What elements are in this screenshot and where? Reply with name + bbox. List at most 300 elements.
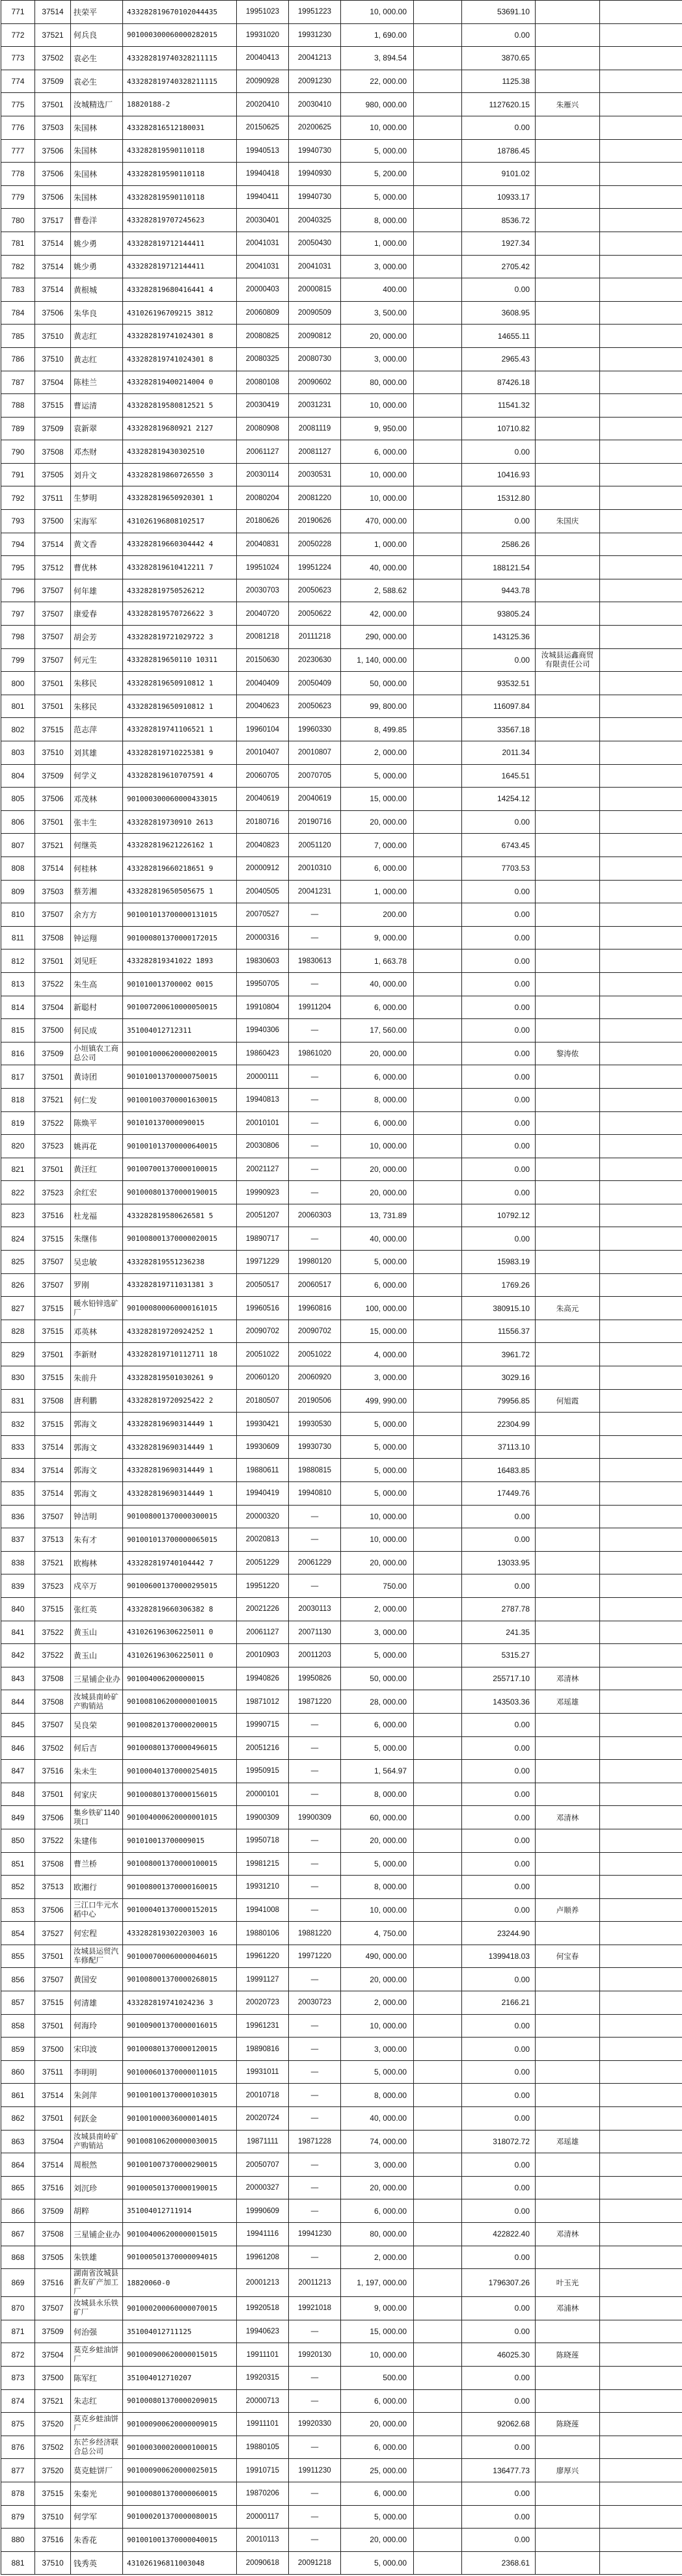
extra-field (414, 2529, 462, 2552)
balance: 0.00 (462, 1968, 536, 1991)
extra-field (414, 1227, 462, 1251)
end-date: 20051022 (289, 1343, 341, 1366)
extra-field (414, 255, 462, 278)
table-row (1, 2060, 682, 2084)
row-number: 778 (1, 163, 35, 186)
end-date: — (289, 2084, 341, 2107)
branch-code: 37515 (35, 2482, 71, 2505)
end-date: — (289, 1505, 341, 1528)
end-date: 20051120 (289, 834, 341, 857)
note (536, 2320, 600, 2343)
blank-cell (600, 1876, 682, 1899)
balance: 93532.51 (462, 672, 536, 695)
branch-code: 37503 (35, 116, 71, 139)
start-date: 19940513 (237, 139, 289, 163)
loan-amount: 10, 000.00 (341, 2014, 414, 2038)
start-date: 20051229 (237, 1551, 289, 1574)
blank-cell (600, 1551, 682, 1574)
blank-cell (600, 2038, 682, 2061)
branch-code: 37515 (35, 1366, 71, 1390)
start-date: 20010113 (237, 2529, 289, 2552)
loan-amount: 470, 000.00 (341, 510, 414, 533)
borrower-name: 朱剑萍 (71, 2084, 123, 2107)
id-number: 901007001370000100015 (123, 1158, 237, 1181)
loan-amount: 50, 000.00 (341, 1667, 414, 1690)
note (536, 834, 600, 857)
extra-field (414, 1019, 462, 1042)
blank-cell (600, 1922, 682, 1945)
borrower-name: 钱秀英 (71, 2551, 123, 2575)
note (536, 1597, 600, 1621)
borrower-name: 吴忠敏 (71, 1251, 123, 1274)
loan-amount: 1, 663.78 (341, 949, 414, 973)
row-number: 803 (1, 741, 35, 765)
balance: 241.35 (462, 1621, 536, 1644)
id-number: 433282819712144411 (123, 255, 237, 278)
table-row (1, 463, 682, 486)
branch-code: 37509 (35, 70, 71, 93)
loan-amount: 13, 731.89 (341, 1204, 414, 1227)
start-date: 19960516 (237, 1297, 289, 1320)
id-number: 433282819740104442 7 (123, 1551, 237, 1574)
id-number: 433282819610412211 7 (123, 556, 237, 579)
balance: 0.00 (462, 648, 536, 672)
note (536, 926, 600, 949)
balance: 22304.99 (462, 1413, 536, 1436)
id-number: 433282819690314449 1 (123, 1413, 237, 1436)
end-date: 19951224 (289, 556, 341, 579)
borrower-name: 暖水铅锌选矿厂 (71, 1297, 123, 1320)
blank-cell (600, 1829, 682, 1852)
borrower-name: 汝城精选厂 (71, 93, 123, 116)
extra-field (414, 325, 462, 348)
blank-cell (600, 1366, 682, 1390)
table-row (1, 1019, 682, 1042)
borrower-name: 朱继伟 (71, 1227, 123, 1251)
id-number: 433282819670102044435 (123, 1, 237, 24)
balance: 0.00 (462, 2366, 536, 2389)
blank-cell (600, 1435, 682, 1459)
blank-cell (600, 1227, 682, 1251)
blank-cell (600, 903, 682, 927)
branch-code: 37504 (35, 2343, 71, 2367)
table-row (1, 2366, 682, 2389)
start-date: 19940813 (237, 1088, 289, 1111)
extra-field (414, 47, 462, 70)
borrower-name: 陈桂兰 (71, 371, 123, 394)
borrower-name: 朱有才 (71, 1528, 123, 1552)
blank-cell (600, 325, 682, 348)
branch-code: 37520 (35, 2413, 71, 2436)
balance: 0.00 (462, 2482, 536, 2505)
borrower-name: 钟运翔 (71, 926, 123, 949)
blank-cell (600, 2482, 682, 2505)
start-date: 19871111 (237, 2130, 289, 2153)
balance: 2705.42 (462, 255, 536, 278)
blank-cell (600, 996, 682, 1019)
extra-field (414, 2199, 462, 2223)
balance: 9443.78 (462, 579, 536, 602)
extra-field (414, 1806, 462, 1829)
note (536, 602, 600, 626)
branch-code: 37514 (35, 1459, 71, 1482)
end-date: — (289, 1019, 341, 1042)
id-number: 901000800060000161015 (123, 1297, 237, 1320)
end-date: 20190716 (289, 810, 341, 834)
balance: 10792.12 (462, 1204, 536, 1227)
start-date: 20180507 (237, 1389, 289, 1413)
loan-amount: 6, 000.00 (341, 996, 414, 1019)
branch-code: 37510 (35, 2505, 71, 2529)
start-date: 19941116 (237, 2223, 289, 2246)
id-number: 18820188-2 (123, 93, 237, 116)
blank-cell (600, 1065, 682, 1089)
note (536, 903, 600, 927)
borrower-name: 朱志红 (71, 2389, 123, 2413)
blank-cell (600, 1991, 682, 2015)
balance: 0.00 (462, 1713, 536, 1736)
extra-field (414, 417, 462, 440)
branch-code: 37506 (35, 163, 71, 186)
note (536, 1111, 600, 1135)
loan-amount: 74, 000.00 (341, 2130, 414, 2153)
start-date: 19981215 (237, 1852, 289, 1876)
table-row (1, 1459, 682, 1482)
loan-amount: 8, 000.00 (341, 1088, 414, 1111)
balance: 15983.19 (462, 1251, 536, 1274)
start-date: 20061127 (237, 1621, 289, 1644)
extra-field (414, 2413, 462, 2436)
blank-cell (600, 1597, 682, 1621)
borrower-name: 袁新翠 (71, 417, 123, 440)
table-row (1, 1042, 682, 1065)
balance: 10416.93 (462, 463, 536, 486)
balance: 0.00 (462, 1135, 536, 1158)
balance: 2368.61 (462, 2551, 536, 2575)
blank-cell (600, 1, 682, 24)
end-date: 20071130 (289, 1621, 341, 1644)
branch-code: 37522 (35, 1621, 71, 1644)
branch-code: 37506 (35, 1898, 71, 1922)
row-number: 809 (1, 880, 35, 903)
table-row (1, 1574, 682, 1598)
start-date: 20080908 (237, 417, 289, 440)
end-date: 20030113 (289, 1597, 341, 1621)
borrower-name: 宋海军 (71, 510, 123, 533)
borrower-name: 曹卷洋 (71, 209, 123, 232)
borrower-name: 何跃金 (71, 2107, 123, 2131)
blank-cell (600, 2551, 682, 2575)
balance: 255717.10 (462, 1667, 536, 1690)
table-row (1, 2436, 682, 2459)
row-number: 869 (1, 2269, 35, 2297)
start-date: 20050707 (237, 2153, 289, 2177)
branch-code: 37522 (35, 1111, 71, 1135)
balance: 8536.72 (462, 209, 536, 232)
branch-code: 37527 (35, 1922, 71, 1945)
borrower-name: 黄国安 (71, 1968, 123, 1991)
note (536, 880, 600, 903)
borrower-name: 朱生高 (71, 972, 123, 996)
borrower-name: 欧湘行 (71, 1876, 123, 1899)
start-date: 20000316 (237, 926, 289, 949)
branch-code: 37508 (35, 926, 71, 949)
loan-amount: 6, 000.00 (341, 856, 414, 880)
id-number: 901000700060000046015 (123, 1945, 237, 1968)
loan-amount: 40, 000.00 (341, 1227, 414, 1251)
loan-amount: 5, 000.00 (341, 1459, 414, 1482)
branch-code: 37503 (35, 880, 71, 903)
id-number: 433282819680921 2127 (123, 417, 237, 440)
borrower-name: 何仁发 (71, 1088, 123, 1111)
note (536, 1435, 600, 1459)
extra-field (414, 1551, 462, 1574)
end-date: 20081220 (289, 486, 341, 510)
branch-code: 37520 (35, 2459, 71, 2482)
extra-field (414, 23, 462, 47)
table-row (1, 1991, 682, 2015)
table-row (1, 1135, 682, 1158)
table-row (1, 926, 682, 949)
table-row (1, 996, 682, 1019)
row-number: 854 (1, 1922, 35, 1945)
table-row (1, 2389, 682, 2413)
balance: 0.00 (462, 949, 536, 973)
extra-field (414, 1644, 462, 1667)
extra-field (414, 1852, 462, 1876)
end-date: — (289, 1181, 341, 1204)
end-date: — (289, 1760, 341, 1783)
end-date: 20050228 (289, 533, 341, 556)
id-number: 433282819707245623 (123, 209, 237, 232)
extra-field (414, 2176, 462, 2199)
branch-code: 37504 (35, 371, 71, 394)
extra-field (414, 2366, 462, 2389)
extra-field (414, 810, 462, 834)
balance: 0.00 (462, 1783, 536, 1806)
borrower-name: 邓茂林 (71, 788, 123, 811)
start-date: 19940411 (237, 185, 289, 209)
extra-field (414, 2130, 462, 2153)
row-number: 781 (1, 232, 35, 255)
branch-code: 37514 (35, 1435, 71, 1459)
branch-code: 37521 (35, 2389, 71, 2413)
id-number: 901000900620000009015 (123, 2413, 237, 2436)
table-row (1, 209, 682, 232)
borrower-name: 胡会芳 (71, 626, 123, 649)
note (536, 2084, 600, 2107)
branch-code: 37508 (35, 1389, 71, 1413)
note (536, 626, 600, 649)
note (536, 2366, 600, 2389)
branch-code: 37502 (35, 47, 71, 70)
branch-code: 37514 (35, 278, 71, 302)
id-number: 351004012711125 (123, 2320, 237, 2343)
loan-amount: 20, 000.00 (341, 1181, 414, 1204)
row-number: 833 (1, 1435, 35, 1459)
extra-field (414, 1366, 462, 1390)
start-date: 19990609 (237, 2199, 289, 2223)
extra-field (414, 2343, 462, 2367)
id-number: 433282819570726622 3 (123, 602, 237, 626)
borrower-name: 杜龙福 (71, 1204, 123, 1227)
note (536, 301, 600, 325)
end-date: 20111218 (289, 626, 341, 649)
extra-field (414, 1621, 462, 1644)
extra-field (414, 1760, 462, 1783)
borrower-name: 何兵良 (71, 23, 123, 47)
balance: 422822.40 (462, 2223, 536, 2246)
end-date: 19930530 (289, 1413, 341, 1436)
branch-code: 37508 (35, 1852, 71, 1876)
note (536, 2389, 600, 2413)
end-date: 20041213 (289, 47, 341, 70)
extra-field (414, 278, 462, 302)
note: 朱雁兴 (536, 93, 600, 116)
balance: 0.00 (462, 440, 536, 464)
id-number: 901010137000090015 (123, 1111, 237, 1135)
row-number: 788 (1, 394, 35, 418)
loan-amount: 20, 000.00 (341, 1551, 414, 1574)
start-date: 19890717 (237, 1227, 289, 1251)
start-date: 19880106 (237, 1922, 289, 1945)
row-number: 849 (1, 1806, 35, 1829)
end-date: 20031231 (289, 394, 341, 418)
loan-amount: 40, 000.00 (341, 556, 414, 579)
branch-code: 37523 (35, 1181, 71, 1204)
branch-code: 37506 (35, 185, 71, 209)
balance: 0.00 (462, 2199, 536, 2223)
note (536, 764, 600, 788)
start-date: 20000117 (237, 2505, 289, 2529)
note (536, 2176, 600, 2199)
table-row (1, 1065, 682, 1089)
table-row (1, 1158, 682, 1181)
branch-code: 37514 (35, 2153, 71, 2177)
branch-code: 37509 (35, 1042, 71, 1065)
loan-amount: 17, 560.00 (341, 1019, 414, 1042)
extra-field (414, 834, 462, 857)
table-row (1, 1876, 682, 1899)
balance: 3608.95 (462, 301, 536, 325)
borrower-name: 郭海文 (71, 1482, 123, 1506)
branch-code: 37516 (35, 2176, 71, 2199)
start-date: 20041031 (237, 255, 289, 278)
borrower-name: 范志萍 (71, 718, 123, 741)
extra-field (414, 533, 462, 556)
table-row (1, 1273, 682, 1297)
borrower-name: 陈焕平 (71, 1111, 123, 1135)
blank-cell (600, 579, 682, 602)
balance: 0.00 (462, 1088, 536, 1111)
branch-code: 37514 (35, 533, 71, 556)
note (536, 232, 600, 255)
row-number: 821 (1, 1158, 35, 1181)
extra-field (414, 93, 462, 116)
loan-amount: 2, 000.00 (341, 741, 414, 765)
note (536, 996, 600, 1019)
table-row (1, 347, 682, 371)
end-date: 19871228 (289, 2130, 341, 2153)
row-number: 838 (1, 1551, 35, 1574)
table-row (1, 2343, 682, 2367)
id-number: 901008001370000268015 (123, 1968, 237, 1991)
loan-amount: 20, 000.00 (341, 1968, 414, 1991)
id-number: 433282819590110118 (123, 139, 237, 163)
end-date: 19940810 (289, 1482, 341, 1506)
borrower-name: 朱建伟 (71, 1829, 123, 1852)
branch-code: 37509 (35, 2320, 71, 2343)
start-date: 20010407 (237, 741, 289, 765)
blank-cell (600, 2107, 682, 2131)
row-number: 832 (1, 1413, 35, 1436)
blank-cell (600, 926, 682, 949)
borrower-name: 曹兰桥 (71, 1852, 123, 1876)
row-number: 799 (1, 648, 35, 672)
balance: 2011.34 (462, 741, 536, 765)
loan-amount: 8, 000.00 (341, 209, 414, 232)
blank-cell (600, 834, 682, 857)
blank-cell (600, 1528, 682, 1552)
balance: 93805.24 (462, 602, 536, 626)
loan-amount: 5, 000.00 (341, 185, 414, 209)
id-number: 351004012711914 (123, 2199, 237, 2223)
blank-cell (600, 2084, 682, 2107)
branch-code: 37509 (35, 2199, 71, 2223)
blank-cell (600, 1482, 682, 1506)
balance: 0.00 (462, 510, 536, 533)
branch-code: 37515 (35, 1227, 71, 1251)
blank-cell (600, 788, 682, 811)
loan-amount: 99, 800.00 (341, 695, 414, 718)
id-number: 901006001370000295015 (123, 1574, 237, 1598)
table-row (1, 1251, 682, 1274)
branch-code: 37523 (35, 1574, 71, 1598)
row-number: 830 (1, 1366, 35, 1390)
id-number: 433282819650110 10311 (123, 648, 237, 672)
start-date: 20030703 (237, 579, 289, 602)
row-number: 858 (1, 2014, 35, 2038)
table-row (1, 185, 682, 209)
loan-amount: 290, 000.00 (341, 626, 414, 649)
row-number: 827 (1, 1297, 35, 1320)
blank-cell (600, 347, 682, 371)
start-date: 20040623 (237, 695, 289, 718)
branch-code: 37508 (35, 2223, 71, 2246)
end-date: — (289, 2014, 341, 2038)
table-row (1, 163, 682, 186)
borrower-name: 朱秦光 (71, 2482, 123, 2505)
start-date: 20090618 (237, 2551, 289, 2575)
loan-amount: 6, 000.00 (341, 2482, 414, 2505)
branch-code: 37522 (35, 972, 71, 996)
row-number: 814 (1, 996, 35, 1019)
balance: 1645.51 (462, 764, 536, 788)
id-number: 901004006200000015 (123, 1667, 237, 1690)
extra-field (414, 2107, 462, 2131)
balance: 0.00 (462, 1042, 536, 1065)
blank-cell (600, 1297, 682, 1320)
balance: 0.00 (462, 972, 536, 996)
borrower-name: 莫克蛙饼厂 (71, 2459, 123, 2482)
start-date: 20010903 (237, 1644, 289, 1667)
start-date: 19950718 (237, 1829, 289, 1852)
balance: 0.00 (462, 1065, 536, 1089)
start-date: 19930421 (237, 1413, 289, 1436)
note (536, 278, 600, 302)
loan-amount: 3, 000.00 (341, 2038, 414, 2061)
branch-code: 37506 (35, 301, 71, 325)
